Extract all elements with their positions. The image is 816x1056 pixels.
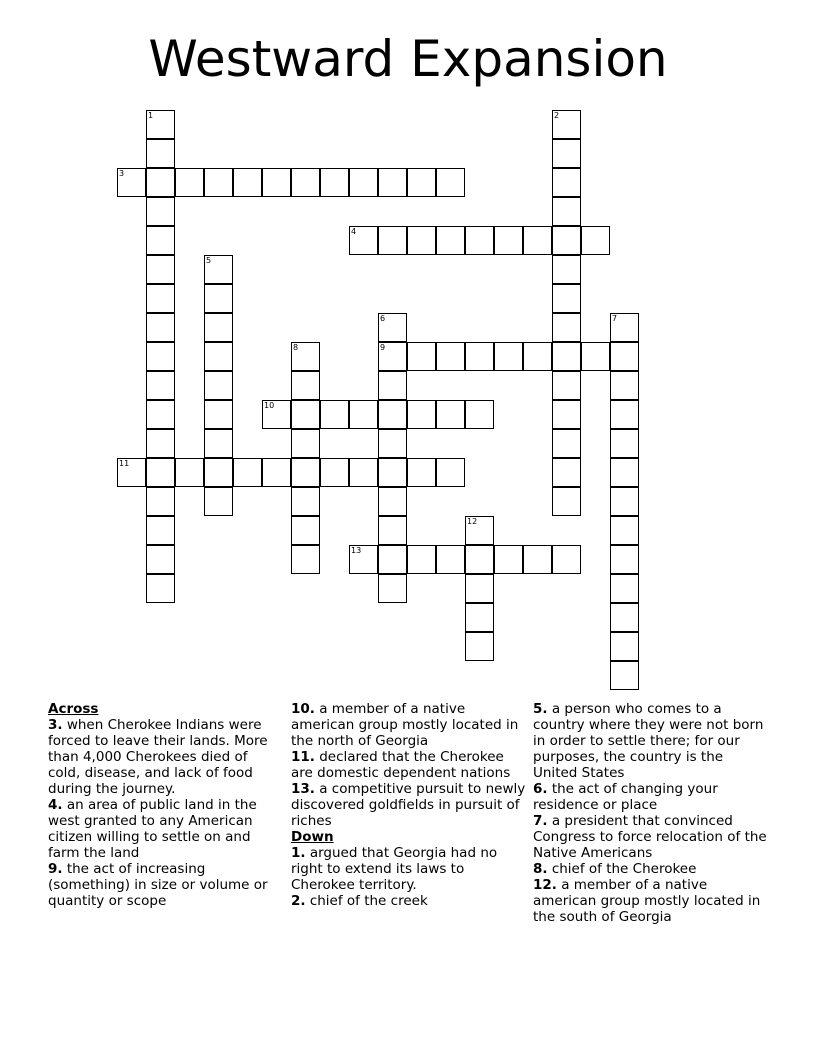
grid-cell[interactable] [291, 487, 320, 516]
grid-cell[interactable] [552, 139, 581, 168]
clue-number-label: 2 [554, 111, 560, 120]
grid-cell[interactable] [378, 429, 407, 458]
grid-cell[interactable] [407, 168, 436, 197]
clue-section-heading: Across [48, 701, 99, 717]
grid-cell[interactable] [262, 168, 291, 197]
clue-number-label: 10 [264, 401, 275, 410]
grid-cell[interactable] [378, 458, 407, 487]
clue-item-text: a president that convinced Congress to force relocation of the Native Americans [533, 813, 767, 861]
clue-item-number: 3. [48, 717, 63, 733]
grid-cell[interactable] [146, 168, 175, 197]
clue-item [291, 893, 527, 909]
grid-cell[interactable] [146, 255, 175, 284]
grid-cell[interactable] [320, 168, 349, 197]
grid-cell[interactable] [204, 400, 233, 429]
clue-item [533, 861, 769, 877]
clue-item-number: 2. [291, 893, 306, 909]
grid-cell[interactable] [436, 168, 465, 197]
clue-item-number: 9. [48, 861, 63, 877]
clue-section-heading: Down [291, 829, 334, 845]
grid-cell[interactable] [378, 574, 407, 603]
grid-cell[interactable] [465, 632, 494, 661]
grid-cell[interactable] [349, 168, 378, 197]
grid-cell[interactable] [552, 458, 581, 487]
grid-cell[interactable] [291, 429, 320, 458]
grid-cell[interactable] [610, 400, 639, 429]
grid-cell[interactable] [436, 226, 465, 255]
grid-cell[interactable] [610, 429, 639, 458]
grid-cell[interactable] [204, 313, 233, 342]
grid-cell[interactable] [552, 371, 581, 400]
clue-item [291, 781, 527, 829]
grid-cell[interactable] [610, 545, 639, 574]
clue-item-text: chief of the Cherokee [547, 861, 697, 877]
grid-cell[interactable] [146, 197, 175, 226]
grid-cell[interactable] [349, 400, 378, 429]
clue-number-label: 8 [293, 343, 299, 352]
grid-cell[interactable] [291, 400, 320, 429]
clue-number-label: 9 [380, 343, 386, 352]
grid-cell[interactable] [552, 168, 581, 197]
grid-cell[interactable] [610, 516, 639, 545]
clue-item-text: chief of the creek [305, 893, 428, 909]
clue-item-number: 6. [533, 781, 548, 797]
grid-cell[interactable] [407, 545, 436, 574]
grid-cell[interactable] [204, 284, 233, 313]
grid-cell[interactable] [378, 371, 407, 400]
grid-cell[interactable] [146, 429, 175, 458]
clue-item-text: a member of a native american group mostly located in the north of Georgia [291, 701, 519, 749]
clue-item [291, 845, 527, 893]
clue-item [48, 797, 284, 861]
grid-cell[interactable] [552, 255, 581, 284]
grid-cell[interactable] [175, 458, 204, 487]
puzzle-title: Westward Expansion [148, 30, 668, 88]
grid-cell[interactable] [146, 458, 175, 487]
clue-item-text: the act of increasing (something) in size or volume or quantity or scope [48, 861, 268, 909]
grid-cell[interactable] [146, 342, 175, 371]
grid-cell[interactable] [610, 574, 639, 603]
clue-item-text: the act of changing your residence or place [533, 781, 718, 813]
grid-cell[interactable] [552, 545, 581, 574]
grid-cell[interactable] [378, 168, 407, 197]
grid-cell[interactable] [552, 313, 581, 342]
grid-cell[interactable] [552, 284, 581, 313]
grid-cell[interactable] [378, 400, 407, 429]
clue-item-number: 12. [533, 877, 557, 893]
clue-item-text: when Cherokee Indians were forced to leave their lands. More than 4,000 Cherokees died of cold, disease, and lack of food during the journey. [48, 717, 268, 797]
grid-cell[interactable] [465, 574, 494, 603]
clue-number-label: 1 [148, 111, 154, 120]
grid-cell[interactable] [146, 284, 175, 313]
grid-cell[interactable] [610, 487, 639, 516]
grid-cell[interactable] [204, 429, 233, 458]
grid-cell[interactable] [233, 458, 262, 487]
grid-cell[interactable] [523, 545, 552, 574]
clue-number-label: 12 [467, 517, 478, 526]
clue-column-1 [48, 701, 284, 909]
grid-cell[interactable] [146, 139, 175, 168]
clue-item-text: argued that Georgia had no right to extend its laws to Cherokee territory. [291, 845, 498, 893]
clue-column-3 [533, 701, 769, 925]
clue-item-text: declared that the Cherokee are domestic dependent nations [291, 749, 511, 781]
grid-cell[interactable] [146, 226, 175, 255]
grid-cell[interactable] [494, 226, 523, 255]
clue-item [48, 717, 284, 797]
clue-item-number: 5. [533, 701, 548, 717]
clue-item-number: 7. [533, 813, 548, 829]
grid-cell[interactable] [610, 342, 639, 371]
grid-cell[interactable] [320, 400, 349, 429]
grid-cell[interactable] [465, 545, 494, 574]
grid-cell[interactable] [552, 400, 581, 429]
clue-number-label: 6 [380, 314, 386, 323]
clue-column-2 [291, 701, 527, 909]
grid-cell[interactable] [204, 168, 233, 197]
grid-cell[interactable] [465, 603, 494, 632]
grid-cell[interactable] [146, 313, 175, 342]
clue-item [291, 701, 527, 749]
grid-cell[interactable] [407, 400, 436, 429]
grid-cell[interactable] [610, 458, 639, 487]
clue-number-label: 5 [206, 256, 212, 265]
grid-cell[interactable] [146, 487, 175, 516]
grid-cell[interactable] [146, 400, 175, 429]
grid-cell[interactable] [291, 371, 320, 400]
grid-cell[interactable] [465, 342, 494, 371]
grid-cell[interactable] [610, 661, 639, 690]
clue-item-number: 11. [291, 749, 315, 765]
clue-item [533, 701, 769, 781]
grid-cell[interactable] [407, 342, 436, 371]
grid-cell[interactable] [291, 545, 320, 574]
grid-cell[interactable] [581, 342, 610, 371]
grid-cell[interactable] [552, 429, 581, 458]
clue-number-label: 7 [612, 314, 618, 323]
grid-cell[interactable] [146, 545, 175, 574]
grid-cell[interactable] [291, 458, 320, 487]
clue-item-text: a person who comes to a country where they were not born in order to settle there; for our purposes, the country is the United States [533, 701, 764, 781]
clue-item-text: a member of a native american group mostly located in the south of Georgia [533, 877, 761, 925]
clue-item [48, 861, 284, 909]
grid-cell[interactable] [146, 516, 175, 545]
grid-cell[interactable] [320, 458, 349, 487]
grid-cell[interactable] [494, 342, 523, 371]
grid-cell[interactable] [552, 197, 581, 226]
grid-cell[interactable] [146, 574, 175, 603]
grid-cell[interactable] [204, 487, 233, 516]
grid-cell[interactable] [378, 516, 407, 545]
grid-cell[interactable] [407, 458, 436, 487]
clue-item-text: an area of public land in the west granted to any American citizen willing to settle on and farm the land [48, 797, 257, 861]
grid-cell[interactable] [436, 400, 465, 429]
clue-item-number: 4. [48, 797, 63, 813]
clue-number-label: 3 [119, 169, 125, 178]
clue-number-label: 11 [119, 459, 130, 468]
grid-cell[interactable] [378, 487, 407, 516]
grid-cell[interactable] [494, 545, 523, 574]
clue-item-number: 1. [291, 845, 306, 861]
grid-cell[interactable] [204, 342, 233, 371]
grid-cell[interactable] [204, 458, 233, 487]
clue-item-text: a competitive pursuit to newly discovered goldfields in pursuit of riches [291, 781, 526, 829]
grid-cell[interactable] [436, 458, 465, 487]
grid-cell[interactable] [465, 400, 494, 429]
grid-cell[interactable] [552, 342, 581, 371]
grid-cell[interactable] [291, 168, 320, 197]
grid-cell[interactable] [523, 226, 552, 255]
grid-cell[interactable] [552, 226, 581, 255]
clue-item [533, 813, 769, 861]
grid-cell[interactable] [581, 226, 610, 255]
clue-number-label: 13 [351, 546, 362, 555]
clue-item-number: 8. [533, 861, 548, 877]
grid-cell[interactable] [436, 342, 465, 371]
grid-cell[interactable] [407, 226, 436, 255]
clue-number-label: 4 [351, 227, 357, 236]
grid-cell[interactable] [436, 545, 465, 574]
grid-cell[interactable] [523, 342, 552, 371]
grid-cell[interactable] [610, 603, 639, 632]
clue-item [291, 749, 527, 781]
grid-cell[interactable] [175, 168, 204, 197]
grid-cell[interactable] [552, 487, 581, 516]
grid-cell[interactable] [378, 545, 407, 574]
grid-cell[interactable] [610, 632, 639, 661]
grid-cell[interactable] [204, 371, 233, 400]
grid-cell[interactable] [233, 168, 262, 197]
clue-item [533, 877, 769, 925]
clue-item-number: 13. [291, 781, 315, 797]
grid-cell[interactable] [465, 226, 494, 255]
grid-cell[interactable] [291, 516, 320, 545]
grid-cell[interactable] [146, 371, 175, 400]
grid-cell[interactable] [610, 371, 639, 400]
clue-item [533, 781, 769, 813]
grid-cell[interactable] [378, 226, 407, 255]
clue-item-number: 10. [291, 701, 315, 717]
grid-cell[interactable] [262, 458, 291, 487]
grid-cell[interactable] [349, 458, 378, 487]
